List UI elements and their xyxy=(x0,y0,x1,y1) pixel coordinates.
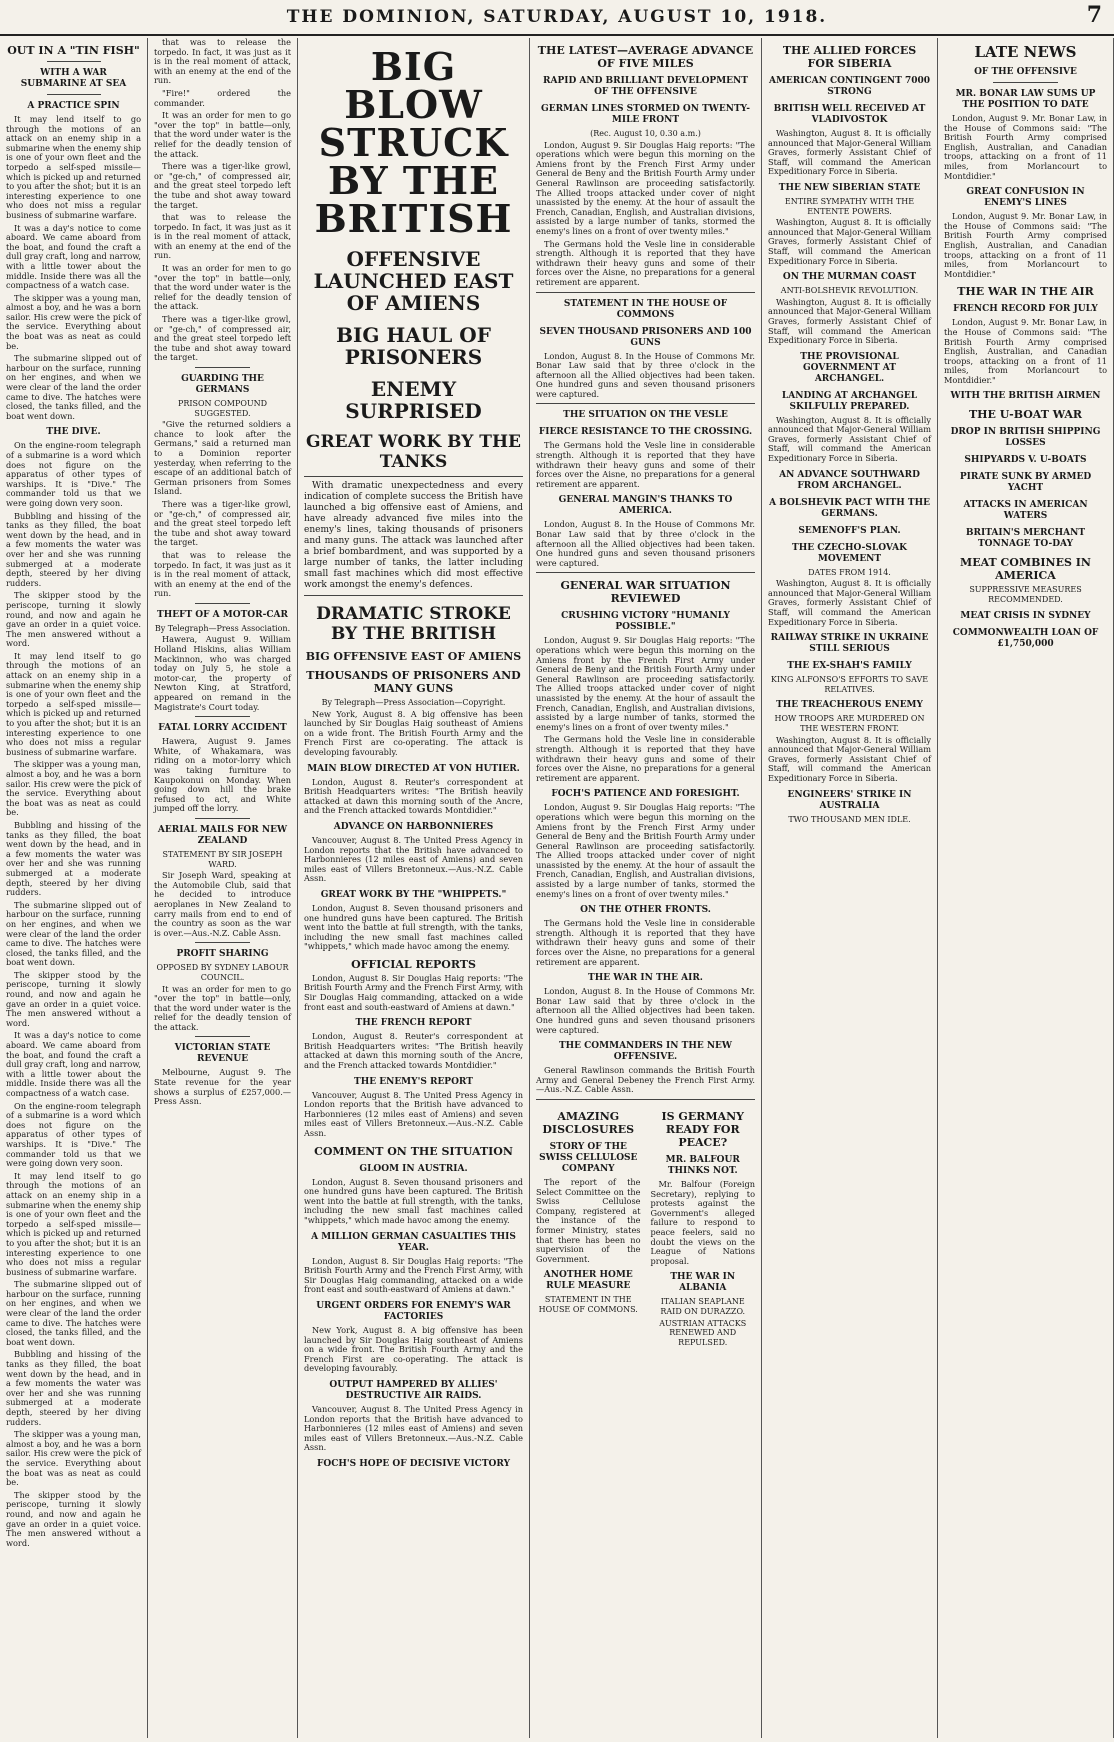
section-official-reports: OFFICIAL REPORTS xyxy=(351,957,476,971)
article-paragraph: London, August 9. Mr. Bonar Law, in the House of Commons said: "The British Fourth Army comprised English, Australian, and Canadian troops, attacking on a front of 11 miles, from Morlancourt to Montdidier." xyxy=(944,211,1107,279)
section-subhead: GLOOM IN AUSTRIA. xyxy=(359,1163,468,1174)
section-subhead: HOW TROOPS ARE MURDERED ON THE WESTERN FRONT. xyxy=(774,714,925,733)
section-vesle: THE SITUATION ON THE VESLE xyxy=(563,410,728,421)
article-paragraph: that was to release the torpedo. In fact, it was just as it is in the real moment of attack, with an enemy at the end of the run. xyxy=(154,212,291,261)
masthead xyxy=(0,0,1114,36)
bottom-stories xyxy=(536,1104,755,1349)
section-subhead: SEVEN THOUSAND PRISONERS AND 100 GUNS xyxy=(539,326,752,348)
article-paragraph: The Germans hold the Vesle line in considerable strength. Although it is reported that they have withdrawn their heavy guns and some of their forces over the Aisne, no preparations for a general retirement are apparent. xyxy=(536,238,755,287)
article-paragraph: Vancouver, August 8. The United Press Agency in London reports that the British have advanced to Harbonnieres (12 miles east of Amiens) and seven miles east of Villers Bretonneux.—Aus.-N.Z. Cable Assn. xyxy=(304,1403,523,1453)
section-shipyards: SHIPYARDS V. U-BOATS xyxy=(964,455,1087,466)
article-paragraph: Hawera, August 9. James White, of Whakamara, was riding on a motor-lorry which was taking furniture to Kaupokonui on Monday. When going down hill the brake refused to act, and White jumped off the lorry. xyxy=(154,736,291,814)
article-paragraph: London, August 9. Sir Douglas Haig reports: "The operations which were begun this morning on the Amiens front by the French First Army under General de Beny and the British Fourth Army under General Rawlinson are proceeding satisfactorily. The Allied troops attacked under cover of night unassisted by the enemy. At the hour of assault the French, Canadian, English, and Australian divisions, assisted by a large number of tanks, stormed the enemy's lines on a front of over twenty miles." xyxy=(536,802,755,899)
article-paragraph: Washington, August 8. It is officially announced that Major-General William Graves, formerly Assistant Chief of Staff, will command the American Expeditionary Force in Siberia. xyxy=(768,734,931,783)
article-paragraph: "Give the returned soldiers a chance to look after the Germans," said a returned man to a Dominion reporter yesterday, when referring to the escape of an additional batch of German prisoners from Somes Island. xyxy=(154,419,291,497)
section-subhead: STATEMENT IN THE HOUSE OF COMMONS. xyxy=(538,1295,638,1314)
section-whippets: GREAT WORK BY THE "WHIPPETS." xyxy=(320,889,507,900)
article-paragraph: London, August 9. Mr. Bonar Law, in the House of Commons said: "The British Fourth Army comprised English, Australian, and Canadian troops, attacking on a front of 11 miles, from Morlancourt to Montdidier." xyxy=(944,113,1107,181)
article-paragraph: New York, August 8. A big offensive has been launched by Sir Douglas Haig southeast of Amiens on a wide front. The British Fourth Army and the French First are co-operating. The attack is developing favourably. xyxy=(304,708,523,757)
article-paragraph: There was a tiger-like growl, or "ge-ch," of compressed air, and the great steel torpedo left the tube and shot away toward the target. xyxy=(154,314,291,363)
article-paragraph: Bubbling and hissing of the tanks as they filled, the boat went down by the head, and in a few moments the water was over her and she was running submerged at a moderate depth, steered by her diving rudders. xyxy=(6,1349,141,1427)
column-2 xyxy=(148,38,298,1738)
source-line: By Telegraph—Press Association—Copyright. xyxy=(321,698,506,707)
section-profit-sharing: PROFIT SHARING xyxy=(176,949,269,960)
section-war-air: THE WAR IN THE AIR xyxy=(957,285,1094,299)
section-guarding-germans: GUARDING THE GERMANS xyxy=(181,374,264,395)
article-paragraph: Bubbling and hissing of the tanks as they filled, the boat went down by the head, and in a few moments the water was over her and she was running submerged at a moderate depth, steered by her diving rudders. xyxy=(6,819,141,898)
article-paragraph: London, August 8. Seven thousand prisoners and one hundred guns have been captured. The British went into the battle at full strength, with the tanks, including the new small fast machines called "whippets," which made havoc among the enemy. xyxy=(304,902,523,952)
article-paragraph: Melbourne, August 9. The State revenue for the year shows a surplus of £257,000.—Press Assn. xyxy=(154,1067,291,1107)
headline-enemy-surprised: ENEMY SURPRISED xyxy=(345,377,482,423)
headline-late-news: LATE NEWS xyxy=(974,43,1077,61)
article-paragraph: London, August 8. In the House of Commons Mr. Bonar Law said that by three o'clock in the afternoon all the Allied objectives had been taken. One hundred guns and seven thousand prisoners were captured. xyxy=(536,519,755,568)
section-subhead: BRITISH WELL RECEIVED AT VLADIVOSTOK xyxy=(773,104,926,125)
headline-rapid-development: RAPID AND BRILLIANT DEVELOPMENT OF THE OFFENSIVE xyxy=(543,76,748,97)
column-5 xyxy=(762,38,938,1738)
article-paragraph: There was a tiger-like growl, or "ge-ch," of compressed air, and the great steel torpedo left the tube and shot away toward the target. xyxy=(154,498,291,548)
article-paragraph: Washington, August 8. It is officially announced that Major-General William Graves, formerly Assistant Chief of Staff, will command the American Expeditionary Force in Siberia. xyxy=(768,414,931,464)
article-paragraph: It was an order for men to go "over the top" in battle—only, that the word under water is the relief for the deadly tension of the attack. xyxy=(154,983,291,1032)
section-harbonnieres: ADVANCE ON HARBONNIERES xyxy=(333,821,494,832)
column-4-latest xyxy=(530,38,762,1738)
headline-war-albania: THE WAR IN ALBANIA xyxy=(670,1272,736,1294)
section-commanders: THE COMMANDERS IN THE NEW OFFENSIVE. xyxy=(558,1041,733,1063)
article-paragraph: The skipper stood by the periscope, turning it slowly round, and now and again he gave an order in a quiet voice. The men answered without a word. xyxy=(6,969,141,1028)
section-french-report: THE FRENCH REPORT xyxy=(355,1018,472,1029)
headline-offensive-amiens: OFFENSIVE LAUNCHED EAST OF AMIENS xyxy=(313,247,514,315)
section-ex-shah: THE EX-SHAH'S FAMILY xyxy=(787,661,912,672)
article-paragraph: London, August 9. Mr. Bonar Law, in the House of Commons said: "The British Fourth Army comprised English, Australian, and Canadian troops, attacking on a front of 11 miles, from Morlancourt to Montdidier." xyxy=(944,317,1107,385)
section-subhead: PRISON COMPOUND SUGGESTED. xyxy=(177,399,268,418)
article-paragraph: General Rawlinson commands the British Fourth Army and General Debeney the French First Army.—Aus.-N.Z. Cable Assn. xyxy=(536,1065,755,1095)
article-paragraph: Washington, August 8. It is officially announced that Major-General William Graves, formerly Assistant Chief of Staff, will command the American Expeditionary Force in Siberia. xyxy=(768,296,931,346)
section-subhead: ANTI-BOLSHEVIK REVOLUTION. xyxy=(780,286,919,296)
section-von-hutier: MAIN BLOW DIRECTED AT VON HUTIER. xyxy=(307,763,520,774)
article-paragraph: The Germans hold the Vesle line in considerable strength. Although it is reported that they have withdrawn their heavy guns and some of their forces over the Aisne, no preparations for a general retirement are apparent. xyxy=(536,440,755,489)
section-subhead: ITALIAN SEAPLANE RAID ON DURAZZO. xyxy=(660,1297,746,1316)
subhead-the-dive: THE DIVE. xyxy=(46,427,101,438)
section-subhead: TWO THOUSAND MEN IDLE. xyxy=(788,814,911,824)
section-subhead: OPPOSED BY SYDNEY LABOUR COUNCIL. xyxy=(156,963,289,982)
article-paragraph: London, August 8. Sir Douglas Haig reports: "The British Fourth Army and the French First Army, with Sir Douglas Haig commanding, attacked on a wide front east and south-eastward of Amiens at dawn." xyxy=(304,1255,523,1295)
headline-tin-fish: OUT IN A "TIN FISH" xyxy=(7,44,140,57)
article-paragraph: Hawera, August 9. William Holland Hiskins, alias William Mackinnon, who was charged today on July 5, he stole a motor-car, the property of Newton King, at Stratford, appeared on remand in the Magistrate's Court today. xyxy=(154,634,291,712)
headline-home-rule: ANOTHER HOME RULE MEASURE xyxy=(543,1270,633,1292)
section-foch-hope: FOCH'S HOPE OF DECISIVE VICTORY xyxy=(317,1458,510,1469)
article-paragraph: It may lend itself to go through the motions of an attack on an enemy ship in a submarine when the enemy ship is one of your own fleet and the torpedo a self-sped missile—which is picked up and returned to you after the shot; but it is an interesting experience to one who does not miss a regular business of submarine warfare. xyxy=(6,114,141,220)
section-subhead: DROP IN BRITISH SHIPPING LOSSES xyxy=(950,427,1101,449)
source-line: By Telegraph—Press Association. xyxy=(154,623,291,633)
article-paragraph: Bubbling and hissing of the tanks as they filled, the boat went down by the head, and in a few moments the water was over her and she was running submerged at a moderate depth, steered by her diving rudders. xyxy=(6,510,141,588)
section-aerial-mails: AERIAL MAILS FOR NEW ZEALAND xyxy=(157,824,288,846)
article-paragraph: It was a day's notice to come aboard. We came aboard from the boat, and found the craft a dull gray craft, long and narrow, with a little tower about the middle. Inside there was all the compactness of a watch case. xyxy=(6,1030,141,1098)
section-output-hampered: OUTPUT HAMPERED BY ALLIES' DESTRUCTIVE AIR RAIDS. xyxy=(329,1379,498,1401)
section-u-boat-war: THE U-BOAT WAR xyxy=(968,408,1083,422)
article-paragraph: On the engine-room telegraph of a submarine is a word which does not figure on the apparatus of other types of warships. It is "Dive." The commander told us that we were going down very soon. xyxy=(6,1100,141,1169)
headline-germany-peace: IS GERMANY READY FOR PEACE? xyxy=(661,1109,744,1149)
page-number: 7 xyxy=(1086,2,1104,28)
column-6 xyxy=(938,38,1114,1738)
headline-dramatic-stroke: DRAMATIC STROKE BY THE BRITISH xyxy=(316,604,511,644)
article-paragraph: The submarine slipped out of harbour on the surface, running on her engines, and when we were clear of the land the order came to dive. The hatches were closed, the tanks filled, and the boat went down. xyxy=(6,1279,141,1347)
section-practice-spin: A PRACTICE SPIN xyxy=(27,101,120,111)
section-subhead: AUSTRIAN ATTACKS RENEWED AND REPULSED. xyxy=(659,1318,747,1347)
article-paragraph: The submarine slipped out of harbour on the surface, running on her engines, and when we were clear of the land the order came to dive. The hatches were closed, the tanks filled, and the boat went down. xyxy=(6,353,141,421)
section-meat-combines: MEAT COMBINES IN AMERICA xyxy=(960,556,1091,583)
section-subhead: STORY OF THE SWISS CELLULOSE COMPANY xyxy=(539,1141,638,1174)
article-paragraph: that was to release the torpedo. In fact, it was just as it is in the real moment of attack, with an enemy at the end of the run. xyxy=(154,549,291,599)
section-american-waters: ATTACKS IN AMERICAN WATERS xyxy=(963,500,1088,522)
section-comment: COMMENT ON THE SITUATION xyxy=(314,1144,513,1158)
headline-thousands-prisoners: THOUSANDS OF PRISONERS AND MANY GUNS xyxy=(306,669,521,695)
article-paragraph: It was an order for men to go "over the top" in battle—only, that the word under water is the relief for the deadly tension of the attack. xyxy=(154,110,291,159)
section-subhead: FIERCE RESISTANCE TO THE CROSSING. xyxy=(538,427,753,438)
section-meat-crisis: MEAT CRISIS IN SYDNEY xyxy=(960,610,1091,621)
section-pirate-sunk: PIRATE SUNK BY ARMED YACHT xyxy=(959,472,1092,494)
headline-allied-siberia: THE ALLIED FORCES FOR SIBERIA xyxy=(782,44,917,70)
article-paragraph: New York, August 8. A big offensive has been launched by Sir Douglas Haig southeast of Amiens on a wide front. The British Fourth Army and the French First are co-operating. The attack is developing favourably. xyxy=(304,1324,523,1374)
section-subhead: KING ALFONSO'S EFFORTS TO SAVE RELATIVES. xyxy=(770,675,929,694)
main-headline: BIG BLOW STRUCK BY THE BRITISH xyxy=(314,44,513,241)
article-paragraph: London, August 9. Sir Douglas Haig reports: "The operations which were begun this morning on the Amiens front by the French First Army under General de Beny and the British Fourth Army under General Rawlinson are proceeding satisfactorily. The Allied troops attacked under cover of night unassisted by the enemy. At the hour of assault the French, Canadian, English, and Australian divisions, assisted by a large number of tanks, stormed the enemy's lines on a front of over twenty miles." xyxy=(536,635,755,732)
section-mangin: GENERAL MANGIN'S THANKS TO AMERICA. xyxy=(558,495,733,517)
article-paragraph: that was to release the torpedo. In fact, it was just as it is in the real moment of attack, with an enemy at the end of the run. xyxy=(154,38,291,86)
lead-paragraph: With dramatic unexpectedness and every indication of complete success the British have launched a big offensive east of Amiens, and have already advanced five miles into the enemy's lines, taking thousands of prisoners and many guns. The attack was launched after a brief bombardment, and was supported by a large number of tanks, the latter including small fast machines which did most effective work amongst the enemy's defences. xyxy=(304,481,523,590)
section-engineers-strike: ENGINEERS' STRIKE IN AUSTRALIA xyxy=(787,789,912,811)
column-1 xyxy=(0,38,148,1738)
section-advance-archangel: AN ADVANCE SOUTHWARD FROM ARCHANGEL. xyxy=(779,469,920,491)
subhead-foch: FOCH'S PATIENCE AND FORESIGHT. xyxy=(551,789,740,800)
section-house-commons: STATEMENT IN THE HOUSE OF COMMONS xyxy=(563,298,728,320)
article-paragraph: Vancouver, August 8. The United Press Agency in London reports that the British have advanced to Harbonnieres (12 miles east of Amiens) and seven miles east of Villers Bretonneux.—Aus.-N.Z. Cable Assn. xyxy=(304,834,523,884)
article-paragraph: It was an order for men to go "over the top" in battle—only, that the word under water is the relief for the deadly tension of the attack. xyxy=(154,263,291,312)
headline-bonar-law: MR. BONAR LAW SUMS UP THE POSITION TO DATE xyxy=(955,89,1096,110)
received-time: (Rec. August 10, 0.30 a.m.) xyxy=(590,129,701,138)
article-paragraph: Washington, August 8. It is officially announced that Major-General William Graves, formerly Assistant Chief of Staff, will command the American Expeditionary Force in Siberia. xyxy=(768,578,931,627)
section-subhead: CRUSHING VICTORY "HUMANLY POSSIBLE." xyxy=(561,611,730,633)
article-paragraph: "Fire!" ordered the commander. xyxy=(154,87,291,108)
article-paragraph: Sir Joseph Ward, speaking at the Automobile Club, said that he decided to introduce aeroplanes in New Zealand to carry mails from end to end of the country as soon as the war is over.—Aus.-N.Z. Cable Assn. xyxy=(154,870,291,938)
section-treacherous-enemy: THE TREACHEROUS ENEMY xyxy=(776,700,923,711)
subhead-other-fronts: ON THE OTHER FRONTS. xyxy=(580,905,711,916)
headline-big-offensive: BIG OFFENSIVE EAST OF AMIENS xyxy=(305,650,522,663)
section-subhead: AMERICAN CONTINGENT 7000 STRONG xyxy=(768,76,930,97)
section-subhead: ENTIRE SYMPATHY WITH THE ENTENTE POWERS. xyxy=(784,196,915,216)
article-paragraph: Washington, August 8. It is officially announced that Major-General William Graves, formerly Assistant Chief of Staff, will command the American Expeditionary Force in Siberia. xyxy=(768,128,931,177)
article-paragraph: It was a day's notice to come aboard. We came aboard from the boat, and found the craft a dull gray craft, long and narrow, with a little tower about the middle. Inside there was all the compactness of a watch case. xyxy=(6,222,141,291)
article-paragraph: London, August 8. Reuter's correspondent at British Headquarters writes: "The British heavily attacked at dawn this morning south of the Ancre, and the French attacked towards Montdidier." xyxy=(304,776,523,816)
section-million-casualties: A MILLION GERMAN CASUALTIES THIS YEAR. xyxy=(311,1231,516,1253)
article-paragraph: London, August 8. Seven thousand prisoners and one hundred guns have been captured. The British went into the battle at full strength, with the tanks, including the new small fast machines called "whippets," which made havoc among the enemy. xyxy=(304,1176,523,1225)
section-provisional-govt: THE PROVISIONAL GOVERNMENT AT ARCHANGEL. xyxy=(800,351,899,384)
section-subhead: STATEMENT BY SIR JOSEPH WARD. xyxy=(162,849,283,869)
headline-latest: THE LATEST—AVERAGE ADVANCE OF FIVE MILES xyxy=(537,44,754,70)
section-siberian-state: THE NEW SIBERIAN STATE xyxy=(778,182,921,193)
section-urgent-orders: URGENT ORDERS FOR ENEMY'S WAR FACTORIES xyxy=(316,1300,511,1322)
article-paragraph: Vancouver, August 8. The United Press Agency in London reports that the British have advanced to Harbonnieres (12 miles east of Amiens) and seven miles east of Villers Bretonneux.—Aus.-N.Z. Cable Assn. xyxy=(304,1089,523,1138)
section-czecho-slovak: THE CZECHO-SLOVAK MOVEMENT xyxy=(792,542,907,564)
subhead-war-air: THE WAR IN THE AIR. xyxy=(588,973,703,984)
subhead-war-submarine: WITH A WAR SUBMARINE AT SEA xyxy=(20,68,127,89)
section-fatal-lorry: FATAL LORRY ACCIDENT xyxy=(158,723,287,734)
section-subhead: OF THE OFFENSIVE xyxy=(974,67,1077,77)
article-paragraph: The skipper was a young man, almost a boy, and he was a born sailor. His crew were the pick of the service. Everything about the boat was as neat as could be. xyxy=(6,292,141,351)
column-3-lead xyxy=(298,38,530,1738)
headline-big-haul: BIG HAUL OF PRISONERS xyxy=(336,323,491,369)
section-merchant-tonnage: BRITAIN'S MERCHANT TONNAGE TO-DAY xyxy=(965,528,1086,550)
article-paragraph: Mr. Balfour (Foreign Secretary), replying to protests against the Government's alleged failure to respond to peace feelers, said no doubt the views on the League of Nations proposal. xyxy=(650,1178,755,1266)
section-war-situation: GENERAL WAR SITUATION REVIEWED xyxy=(560,579,731,606)
article-paragraph: There was a tiger-like growl, or "ge-ch," of compressed air, and the great steel torpedo left the tube and shot away toward the target. xyxy=(154,161,291,210)
article-paragraph: London, August 8. Sir Douglas Haig reports: "The British Fourth Army and the French First Army, with Sir Douglas Haig commanding, attacked on a wide front east and south-eastward of Amiens at dawn." xyxy=(304,972,523,1012)
article-paragraph: London, August 9. Sir Douglas Haig reports: "The operations which were begun this morning on the Amiens front by the French First Army under General de Beny and the British Fourth Army under General Rawlinson are proceeding satisfactorily. The Allied troops attacked under cover of night unassisted by the enemy. At the hour of assault the French, Canadian, English, and Australian divisions, assisted by a large number of tanks, stormed the enemy's lines on a front of over twenty miles." xyxy=(536,139,755,236)
masthead-title: THE DOMINION, SATURDAY, AUGUST 10, 1918. xyxy=(286,7,828,27)
section-subhead: FRENCH RECORD FOR JULY xyxy=(953,304,1098,315)
section-theft-motor-car: THEFT OF A MOTOR-CAR xyxy=(157,609,288,620)
section-subhead: MR. BALFOUR THINKS NOT. xyxy=(665,1154,740,1176)
article-paragraph: London, August 8. Reuter's correspondent at British Headquarters writes: "The British heavily attacked at dawn this morning south of the Ancre, and the French attacked towards Montdidier." xyxy=(304,1031,523,1071)
headline-german-lines: GERMAN LINES STORMED ON TWENTY-MILE FRONT xyxy=(541,104,750,125)
section-subhead: DATES FROM 1914. xyxy=(808,567,891,577)
section-british-airmen: WITH THE BRITISH AIRMEN xyxy=(950,391,1101,402)
headline-amazing-disclosures: AMAZING DISCLOSURES xyxy=(542,1109,635,1136)
article-paragraph: It may lend itself to go through the motions of an attack on an enemy ship in a submarine when the enemy ship is one of your own fleet and the torpedo a self-sped missile—which is picked up and returned to you after the shot; but it is an interesting experience to one who does not miss a regular business of submarine warfare. xyxy=(6,650,141,757)
section-semenoff: SEMENOFF'S PLAN. xyxy=(798,525,901,536)
section-bolshevik-pact: A BOLSHEVIK PACT WITH THE GERMANS. xyxy=(769,497,930,519)
headline-tanks: GREAT WORK BY THE TANKS xyxy=(306,432,521,472)
article-paragraph: The report of the Select Committee on the Swiss Cellulose Company, registered at the instance of the former Ministry, states that there has been no supervision of the Government. xyxy=(536,1176,641,1264)
article-paragraph: The submarine slipped out of harbour on the surface, running on her engines, and when we were clear of the land the order came to dive. The hatches were closed, the tanks filled, and the boat went down. xyxy=(6,899,141,968)
section-great-confusion: GREAT CONFUSION IN ENEMY'S LINES xyxy=(966,187,1085,209)
article-paragraph: The Germans hold the Vesle line in considerable strength. Although it is reported that they have withdrawn their heavy guns and some of their forces over the Aisne, no preparations for a general retirement are apparent. xyxy=(536,734,755,783)
article-paragraph: It may lend itself to go through the motions of an attack on an enemy ship in a submarine when the enemy ship is one of your own fleet and the torpedo a self-sped missile—which is picked up and returned to you after the shot; but it is an interesting experience to one who does not miss a regular business of submarine warfare. xyxy=(6,1170,141,1277)
section-commonwealth-loan: COMMONWEALTH LOAN OF £1,750,000 xyxy=(952,627,1099,649)
section-railway-strike: RAILWAY STRIKE IN UKRAINE STILL SERIOUS xyxy=(770,633,929,655)
section-subhead: SUPPRESSIVE MEASURES RECOMMENDED. xyxy=(969,585,1082,605)
article-paragraph: The skipper was a young man, almost a boy, and he was a born sailor. His crew were the pick of the service. Everything about the boat was as neat as could be. xyxy=(6,759,141,818)
article-paragraph: The Germans hold the Vesle line in considerable strength. Although it is reported that they have withdrawn their heavy guns and some of their forces over the Aisne, no preparations for a general retirement are apparent. xyxy=(536,918,755,967)
article-paragraph: Washington, August 8. It is officially announced that Major-General William Graves, formerly Assistant Chief of Staff, will command the American Expeditionary Force in Siberia. xyxy=(768,217,931,266)
section-landing-archangel: LANDING AT ARCHANGEL SKILFULLY PREPARED. xyxy=(781,390,918,412)
article-paragraph: The skipper stood by the periscope, turning it slowly round, and now and again he gave an order in a quiet voice. The men answered without a word. xyxy=(6,1489,141,1548)
section-victorian-revenue: VICTORIAN STATE REVENUE xyxy=(174,1043,271,1065)
section-enemy-report: THE ENEMY'S REPORT xyxy=(354,1076,473,1087)
article-paragraph: London, August 8. In the House of Commons Mr. Bonar Law said that by three o'clock in the afternoon all the Allied objectives had been taken. One hundred guns and seven thousand prisoners were captured. xyxy=(536,986,755,1035)
article-paragraph: The skipper stood by the periscope, turning it slowly round, and now and again he gave an order in a quiet voice. The men answered without a word. xyxy=(6,590,141,649)
article-paragraph: The skipper was a young man, almost a boy, and he was a born sailor. His crew were the pick of the service. Everything about the boat was as neat as could be. xyxy=(6,1429,141,1488)
article-paragraph: London, August 8. In the House of Commons Mr. Bonar Law said that by three o'clock in the afternoon all the Allied objectives had been taken. One hundred guns and seven thousand prisoners were captured. xyxy=(536,350,755,399)
section-murman-coast: ON THE MURMAN COAST xyxy=(782,272,917,283)
article-paragraph: On the engine-room telegraph of a submarine is a word which does not figure on the apparatus of other types of warships. It is "Dive." The commander told us that we were going down very soon. xyxy=(6,440,141,508)
